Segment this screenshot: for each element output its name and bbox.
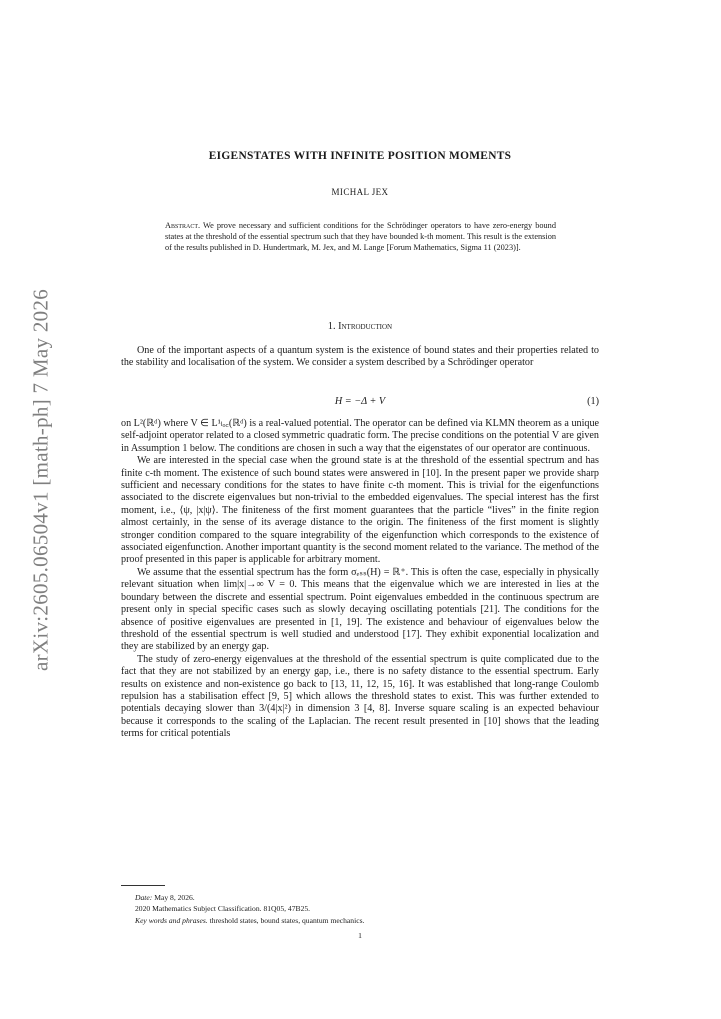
footnote-rule [121, 885, 165, 886]
intro-paragraph-1: One of the important aspects of a quantum system is the existence of bound states and their properties related to the stability and localisation of the system. We consider a system described by a Schrödinger operator [121, 345, 599, 369]
intro-paragraph-2: on L²(ℝᵈ) where V ∈ L¹ₗₒ꜀(ℝᵈ) is a real-valued potential. The operator can be defined via KLMN theorem as a unique self-adjoint operator related to a closed symmetric quadratic form. The precise conditions on the potential V are given in Assumption 1 below. The conditions are chosen in such a way that the eigenstates of our operator are continuous. [121, 418, 599, 454]
arxiv-stamp-text: arXiv:2605.06504v1 [math-ph] 7 May 2026 [28, 288, 53, 672]
page-number: 1 [358, 931, 362, 940]
author-name: MICHAL JEX [331, 187, 389, 197]
keywords-value: threshold states, bound states, quantum mechanics. [209, 915, 365, 925]
footnote-date [135, 892, 595, 903]
msc-label: 2020 Mathematics Subject Classification. [135, 904, 262, 914]
date-value: May 8, 2026. [154, 893, 195, 902]
equation-1 [121, 396, 599, 410]
section-heading [120, 321, 600, 332]
footnote-keywords [135, 915, 595, 926]
intro-body [121, 418, 599, 741]
intro-paragraph-4: We assume that the essential spectrum has the form σₑₛₛ(H) = ℝ⁺. This is often the case, especially in physically relevant situation when lim|x|→∞ V = 0. This means that the eigenvalue which we are interested in lies at the boundary between the discrete and essential spectrum. Point eigenvalues embedded in the continuous spectrum are present only in special specific cases such as slowly decaying oscillating potentials [21]. The conditions for the absence of positive eigenvalues are presented in [1, 19]. The existence and behaviour of eigenvalues below the threshold of the essential spectrum is well studied and understood [17]. They exhibit exponential localization and they are stabilized by an energy gap. [121, 566, 599, 653]
intro-paragraph-5: The study of zero-energy eigenvalues at the threshold of the essential spectrum is quite complicated due to the fact that they are not stabilized by an energy gap, i.e., there is no safety distance to the essential spectrum. Early results on existence and non-existence go back to [13, 11, 12, 15, 16]. It was established that long-range Coulomb repulsion has a stabilisation effect [9, 5] which allows the threshold states to exist. This was further extended to potentials decaying slower than 3/(4|x|²) in dimension 3 [4, 8]. Inverse square scaling is an expected behaviour because it corresponds to the scaling of the Laplacian. The recent result presented in [10] shows that the leading terms for critical potentials [121, 653, 599, 740]
msc-value: 81Q05, 47B25. [263, 904, 311, 914]
keywords-label: Key words and phrases. [135, 915, 208, 925]
equation-formula: H = −Δ + V [334, 396, 386, 407]
date-label: Date: [135, 893, 153, 902]
abstract-label: Abstract. [165, 221, 201, 230]
abstract-text: We prove necessary and sufficient conditions for the Schrödinger operators to have zero-energy bound states at the threshold of the essential spectrum such that they have bounded k-th moment. This result is the extension of the results published in D. Hundertmark, M. Jex, and M. Lange [Forum Mathematics, Sigma 11 (2023)]. [165, 221, 556, 252]
arxiv-stamp [23, 290, 59, 670]
footnote-msc [135, 903, 595, 914]
intro-paragraph-1-block [121, 345, 599, 370]
section-number: 1. [327, 321, 336, 332]
footnotes [135, 892, 595, 926]
equation-number: (1) [587, 396, 599, 407]
section-title: Introduction [338, 321, 393, 332]
paper-title: EIGENSTATES WITH INFINITE POSITION MOMENTS [208, 150, 512, 162]
abstract [165, 221, 556, 254]
intro-paragraph-3: We are interested in the special case when the ground state is at the threshold of the essential spectrum and has finite c-th moment. The existence of such bound states were answered in [10]. In the present paper we provide sharp sufficient and necessary conditions for the states to have finite c-th moment. This is trivial for the eigenfunctions associated to the discrete eigenvalues but non-trivial to the embedded eigenvalues. The special interest has the first moment, i.e., ⟨ψ, |x|ψ⟩. The finiteness of the first moment guarantees that the particle “lives” in the finite region almost certainly, in the sense of its average distance to the origin. The finiteness of the first moment is slightly stronger condition compared to the square integrability of the eigenfunction which corresponds to the existence of associated eigenfunction. Another important quantity is the second moment related to the variance. The method of the proof presented in this paper is applicable for arbitrary moment. [121, 455, 599, 566]
